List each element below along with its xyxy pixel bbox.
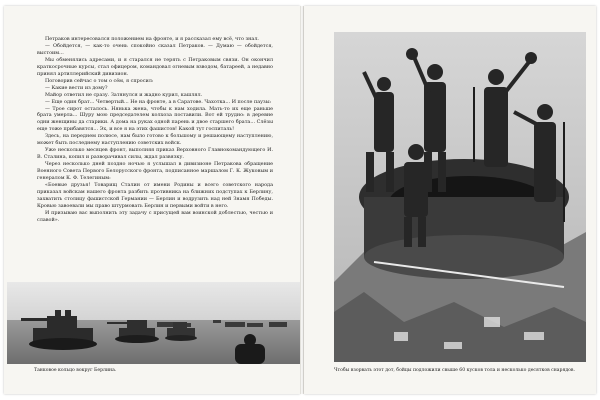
- victory-photo-image: [334, 32, 586, 362]
- text-paragraph: Уже несколько месяцев фронт, выполняя приказ Верховного Главнокомандующего И. В. Сталина, копил и разворачивал силы, ждал развязку.: [37, 147, 273, 161]
- text-paragraph: — Еще один брат... Четвертый... Не на фронте, а в Саратове. Чахотка... И после паузы:: [45, 98, 272, 105]
- text-paragraph: И призываю вас выполнить эту задачу с присущей вам воинской доблестью, честью и славой».: [37, 209, 273, 223]
- text-paragraph: Майор ответил не сразу. Затянулся и жадно курил, кашлял.: [45, 91, 203, 98]
- text-paragraph: «Боевые друзья! Товарищ Сталин от имени Родины и всего советского народа приказал войскам нашего фронта разбить противника на ближних подступах к Берлину, захватить столицу фашистской Германии — Берлин и водрузить над ней Знамя Победы. Кровью завоевали мы право штурмовать Берлин и первыми войти в него.: [37, 182, 273, 209]
- tanks-photo: [7, 282, 301, 364]
- text-paragraph: Мы обменялись адресами, и я старался не терять с Петраковым связи. Он окончил краткосрочные курсы, стал офицером, командовал огневым взводом, батареей, а недавно принял артиллерийский дивизион.: [37, 56, 273, 77]
- tanks-photo-image: [7, 282, 301, 364]
- text-paragraph: — Какие вести из дому?: [45, 84, 108, 91]
- text-paragraph: Здесь, на переднем полюсе, нам было готово к большому и решающему наступлению, может быть последнему наступлению советских войск.: [37, 133, 273, 147]
- left-page-text: [37, 36, 273, 254]
- right-page: [304, 6, 596, 394]
- victory-photo: [334, 32, 586, 362]
- tanks-photo-caption: Танковое кольцо вокруг Берлина.: [34, 368, 117, 373]
- victory-photo-caption: Чтобы взорвать этот дот, бойцы подложили свыше 60 кусков тола и несколько десятков снарядов.: [334, 368, 575, 373]
- left-page: [4, 6, 300, 394]
- text-paragraph: Петраков интересовался положением на фронте, и я рассказал ему всё, что знал.: [45, 36, 259, 42]
- text-paragraph: Поговорив сейчас о том о сём, я спросил:: [45, 77, 154, 84]
- text-paragraph: — Трое сирот осталось. Нянька жена, чтобы к нам ходила. Мать-то их еще раньше брата умерла... Шуру мою председателем колхоза поставили. Вот ей трудно: в деревне одни женщины да старики. А дома на руках одной парень и двое старшего брата... Слёзы еще тоже прибавятся... Эх, и все я на этих фашистов! Какой тут госпиталь!: [37, 105, 273, 133]
- text-paragraph: Через несколько дней поздно ночью я услышал в дивизионе Петракова обращение Военного Совета Первого Белорусского фронта, подписанное маршалом Г. К. Жуковым и генералом К. Ф. Телегиным:: [37, 161, 273, 182]
- text-paragraph: — Обойдется, — как-то очень спокойно сказал Петраков. — Думаю — обойдется, выстоим...: [37, 42, 273, 56]
